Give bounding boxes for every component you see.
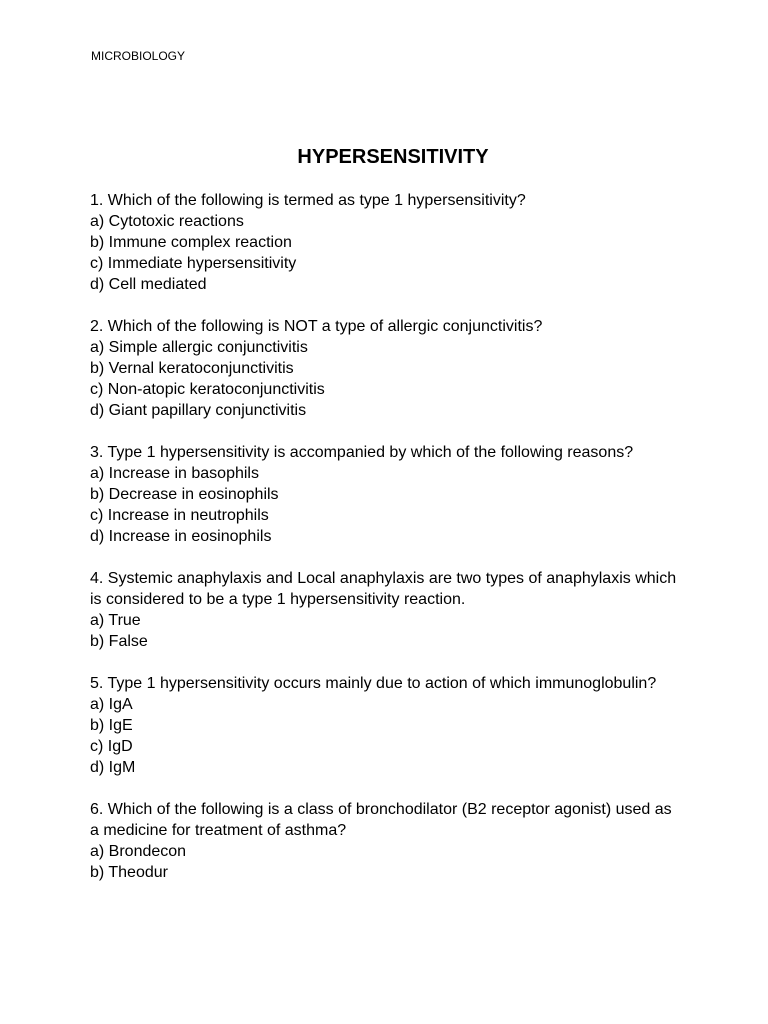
answer-option: d) Increase in eosinophils [90,528,272,545]
question-6 [90,799,680,883]
question-text: 5. Type 1 hypersensitivity occurs mainly due to action of which immunoglobulin? [90,675,657,692]
answer-options [90,211,680,295]
answer-option: b) Immune complex reaction [90,234,292,251]
page-header: MICROBIOLOGY [91,49,186,63]
question-2 [90,316,680,421]
answer-option: c) Immediate hypersensitivity [90,255,297,272]
answer-options [90,694,680,778]
answer-option: a) Brondecon [90,843,187,860]
answer-option: c) Increase in neutrophils [90,507,269,524]
answer-option: b) Decrease in eosinophils [90,486,279,503]
question-text: 6. Which of the following is a class of bronchodilator (B2 receptor agonist) used as a medicine for treatment of asthma? [90,801,672,839]
answer-option: b) Vernal keratoconjunctivitis [90,360,294,377]
answer-option: a) IgA [90,696,133,713]
question-text: 1. Which of the following is termed as type 1 hypersensitivity? [90,192,526,209]
question-text: 4. Systemic anaphylaxis and Local anaphylaxis are two types of anaphylaxis which is considered to be a type 1 hypersensitivity reaction. [90,570,677,608]
answer-option: d) Giant papillary conjunctivitis [90,402,307,419]
answer-options [90,610,680,652]
answer-options [90,463,680,547]
question-list [90,190,680,904]
question-3 [90,442,680,547]
answer-option: d) Cell mediated [90,276,207,293]
answer-options [90,841,680,883]
answer-option: a) Cytotoxic reactions [90,213,244,230]
question-text: 3. Type 1 hypersensitivity is accompanied by which of the following reasons? [90,444,634,461]
answer-option: c) IgD [90,738,133,755]
question-4 [90,568,680,652]
answer-option: b) IgE [90,717,133,734]
answer-option: b) False [90,633,148,650]
answer-options [90,337,680,421]
page-title: HYPERSENSITIVITY [297,146,489,168]
answer-option: a) Simple allergic conjunctivitis [90,339,308,356]
answer-option: c) Non-atopic keratoconjunctivitis [90,381,325,398]
question-5 [90,673,680,778]
answer-option: b) Theodur [90,864,168,881]
answer-option: a) True [90,612,141,629]
answer-option: a) Increase in basophils [90,465,259,482]
question-1 [90,190,680,295]
answer-option: d) IgM [90,759,136,776]
question-text: 2. Which of the following is NOT a type of allergic conjunctivitis? [90,318,543,335]
